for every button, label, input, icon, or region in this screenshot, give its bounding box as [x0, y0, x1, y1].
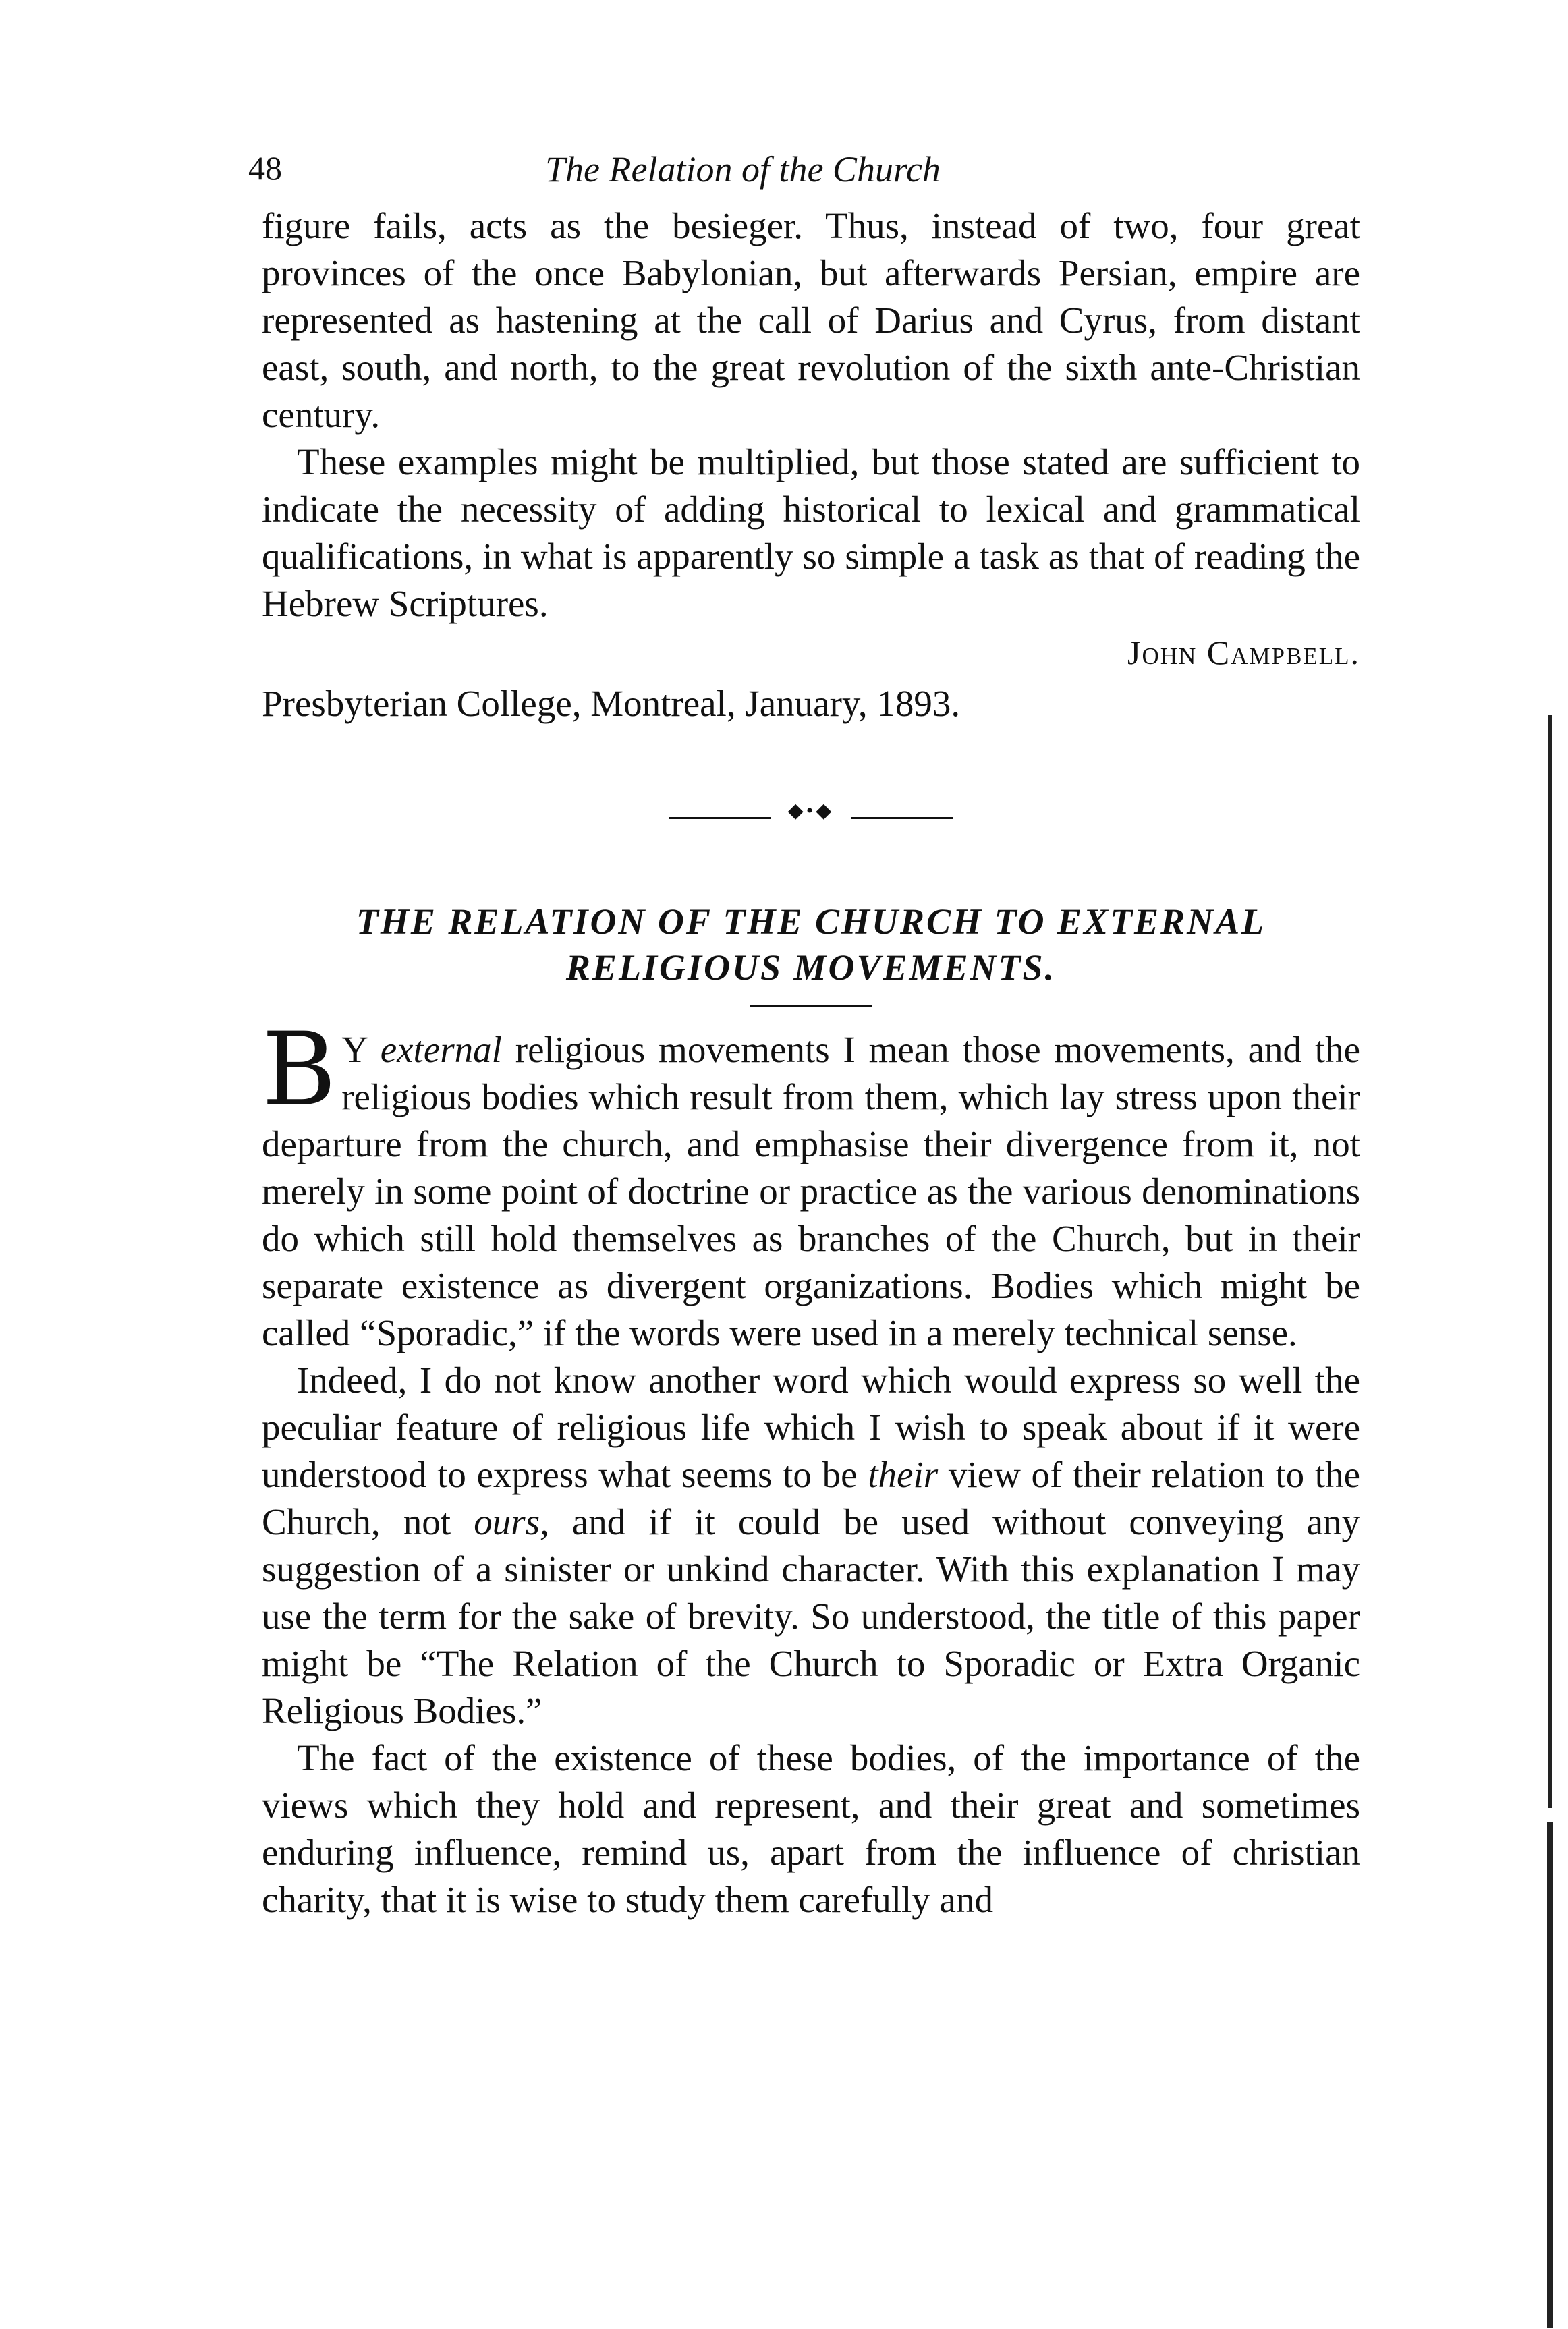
- author-signature: John Campbell.: [1127, 634, 1360, 671]
- body-paragraph: figure fails, acts as the besieger. Thus, instead of two, four great provinces of the once Babylonian, but afterwards Persian, empire are represented as hastening at the call of Darius and Cyrus, from distant east, south, and north, to the great revolution of the sixth ante-Christian century.: [262, 205, 1360, 435]
- dateline: Presbyterian College, Montreal, January, 1893.: [262, 683, 961, 724]
- article-title: [262, 899, 1360, 990]
- ornament-diamonds: ◆•◆: [787, 799, 835, 822]
- emphasis: external: [380, 1029, 502, 1070]
- title-rule: [750, 1005, 872, 1007]
- running-title: The Relation of the Church: [545, 149, 941, 190]
- body-paragraph: The fact of the existence of these bodies, of the importance of the views which they hold and represent, and their great and sometimes enduring influence, remind us, apart from the influence of christian charity, that it is wise to study them carefully and: [262, 1737, 1360, 1920]
- article-title-line: RELIGIOUS MOVEMENTS.: [565, 947, 1057, 988]
- page-number: 48: [248, 149, 282, 187]
- page: [248, 142, 1360, 1924]
- text-run: Y: [341, 1029, 381, 1070]
- text-run: and if it could be used without conveying any suggestion of a sinister or unkind character. With this explanation I may use the term for the sake of brevity. So understood, the title of this paper might be “The Relation of the Church to Sporadic or Extra Organic Religious Bodies.”: [262, 1501, 1360, 1731]
- section-ornament: [669, 799, 953, 829]
- text-run: religious movements I mean those movements, and the religious bodies which result from them, which lay stress upon their departure from the church, and emphasise their divergence from it, not merely in some point of doctrine or practice as the various denominations do which still hold themselves as branches of the Church, but in their separate existence as divergent organizations. Bodies which might be called “Sporadic,” if the words were used in a merely technical sense.: [262, 1029, 1360, 1353]
- emphasis: ours,: [474, 1501, 549, 1542]
- scan-edge-bar: [1547, 1822, 1553, 2328]
- text-run: view of their relation to the Church, not: [262, 1454, 1360, 1542]
- body-paragraph: [262, 1011, 1360, 1357]
- ornament-rule-right: [851, 817, 953, 819]
- body-paragraph: These examples might be multiplied, but those stated are sufficient to indicate the necessity of adding historical to lexical and grammatical qualifications, in what is apparently so simple a task as that of reading the Hebrew Scriptures.: [262, 441, 1360, 624]
- scan-edge-bar: [1548, 715, 1552, 1808]
- text-run: Indeed, I do not know another word which would express so well the peculiar feature of religious life which I wish to speak about if it were understood to express what seems to be: [262, 1359, 1360, 1495]
- article-title-line: THE RELATION OF THE CHURCH TO EXTERNAL: [356, 901, 1266, 942]
- running-head: [248, 142, 1360, 202]
- drop-cap: B: [262, 1011, 337, 1129]
- body-paragraph: [262, 1357, 1360, 1735]
- emphasis: their: [868, 1454, 939, 1495]
